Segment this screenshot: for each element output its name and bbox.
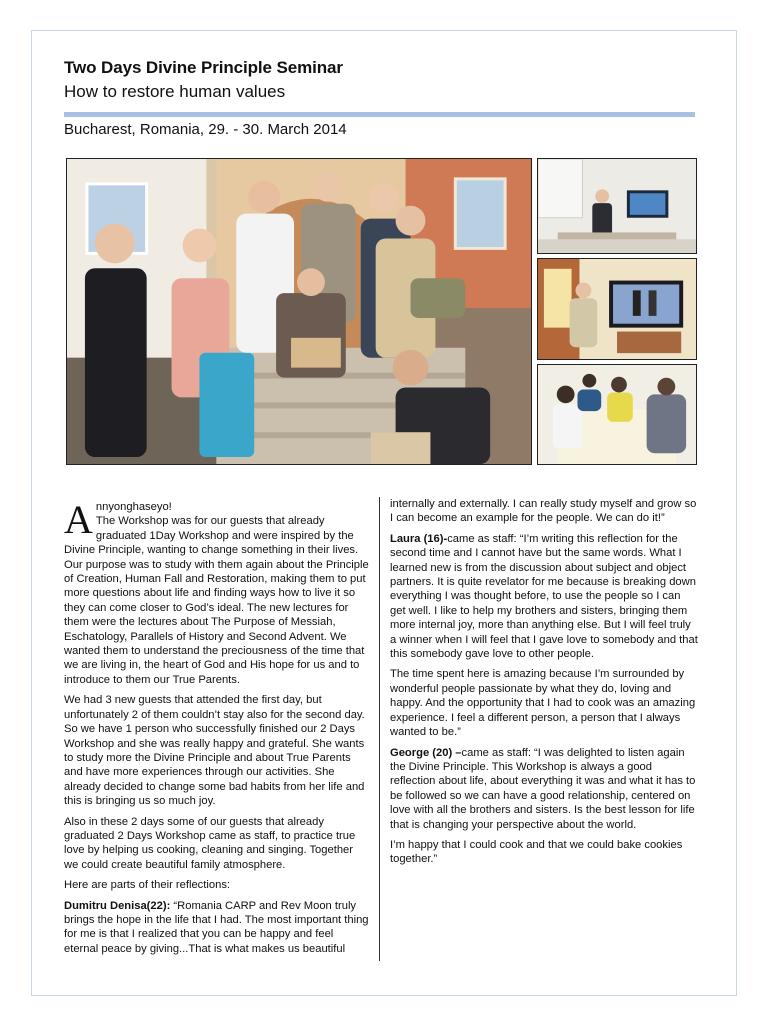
- paragraph-3: Also in these 2 days some of our guests that already graduated 2 Days Workshop came as staff, to practice true love by helping us cooking, cleaning and singing. Together we could create beautiful family atmosphere.: [64, 815, 356, 871]
- reflection-dumitru: [64, 899, 370, 957]
- reflection-author: Dumitru Denisa(22):: [64, 899, 171, 912]
- reflection-text: came as staff: “I was delighted to listen again the Divine Principle. This Workshop is always a good reflection about life, about everything it was and what it has to be followed so we can have a good relationship, centered on love with all the brothers and sisters. Is the best lesson for life that is changing your perspective about the world.: [390, 746, 696, 831]
- column-divider: [379, 497, 380, 961]
- group-photo: [66, 158, 532, 465]
- location-date: Bucharest, Romania, 29. - 30. March 2014: [64, 121, 347, 138]
- lecture-photo: [537, 158, 697, 254]
- page-title: Two Days Divine Principle Seminar: [64, 58, 343, 77]
- reflection-laura-2: The time spent here is amazing because I’m surrounded by wonderful people passionate by what they do, loving and happy. And the opportunity that I had to cook was an amazing experience. I feel a different person, a person that I always wanted to be.”: [390, 668, 696, 739]
- reflection-author: George (20) –: [390, 746, 462, 759]
- article-intro: [64, 497, 370, 687]
- reflection-text: came as staff: “I’m writing this reflection for the second time and I cannot have but the same words. What I learned new is from the discussion about subject and object partners. It is quite revelator for me because is breaking down everything I was thought before, to use the people so I can get well. I like to help my brothers and sisters, bringing them more internal joy, more than anything else. But I will feel truly a winner when I will feel that I gave love to somebody and that this somebody gave love to other people.: [390, 532, 698, 661]
- dropcap: A: [64, 497, 93, 542]
- article-column-left: [64, 497, 370, 962]
- group-study-photo: [537, 364, 697, 465]
- greeting: nnyonghaseyo!: [95, 501, 172, 513]
- reflection-author: Laura (16)-: [390, 532, 448, 545]
- reflection-dumitru-continued: internally and externally. I can really study myself and grow so I can become an example for the people. We can do it!”: [390, 498, 697, 525]
- reflection-george: [390, 746, 698, 832]
- closing-line: I’m happy that I could cook and that we could bake cookies together.”: [390, 838, 683, 866]
- paragraph-4: Here are parts of their reflections:: [64, 879, 231, 892]
- paragraph-2: We had 3 new guests that attended the first day, but unfortunately 2 of them couldn’t stay also for the second day. So we have 1 person who successfully finished our 2 Days Workshop and she was really happy and grateful. She wants to study more the Divine Principle and about True Parents and have more experiences through our activities. She already decided to change some bad habits from her life and this is bringing us so much joy.: [64, 694, 365, 808]
- reflection-laura: [390, 532, 698, 662]
- reflection-text: “Romania CARP and Rev Moon truly brings the hope in the life that I had. The most important thing for me is that I realized that you can be happy and feel eternal peace by giving...That is what makes us beautiful: [64, 899, 369, 955]
- page-subtitle: How to restore human values: [64, 82, 286, 101]
- paragraph-1: The Workshop was for our guests that already graduated 1Day Workshop and were inspired by the Divine Principle, wanting to change something in their lives. Our purpose was to study with them again about the Principle of Creation, Human Fall and Restoration, making them to put more questions about life and finding ways how to live it so they can come closer to God’s ideal. The new lectures for them were the lectures about The Purpose of Messiah, Eschatology, Parallels of History and Second Advent. We wanted them to understand the preciousness of the time that we are living in, the heart of God and His hope for us and to introduce to them our True Parents.: [64, 515, 369, 686]
- article-column-right: [390, 497, 698, 873]
- title-rule: [64, 112, 695, 117]
- presentation-photo: [537, 258, 697, 360]
